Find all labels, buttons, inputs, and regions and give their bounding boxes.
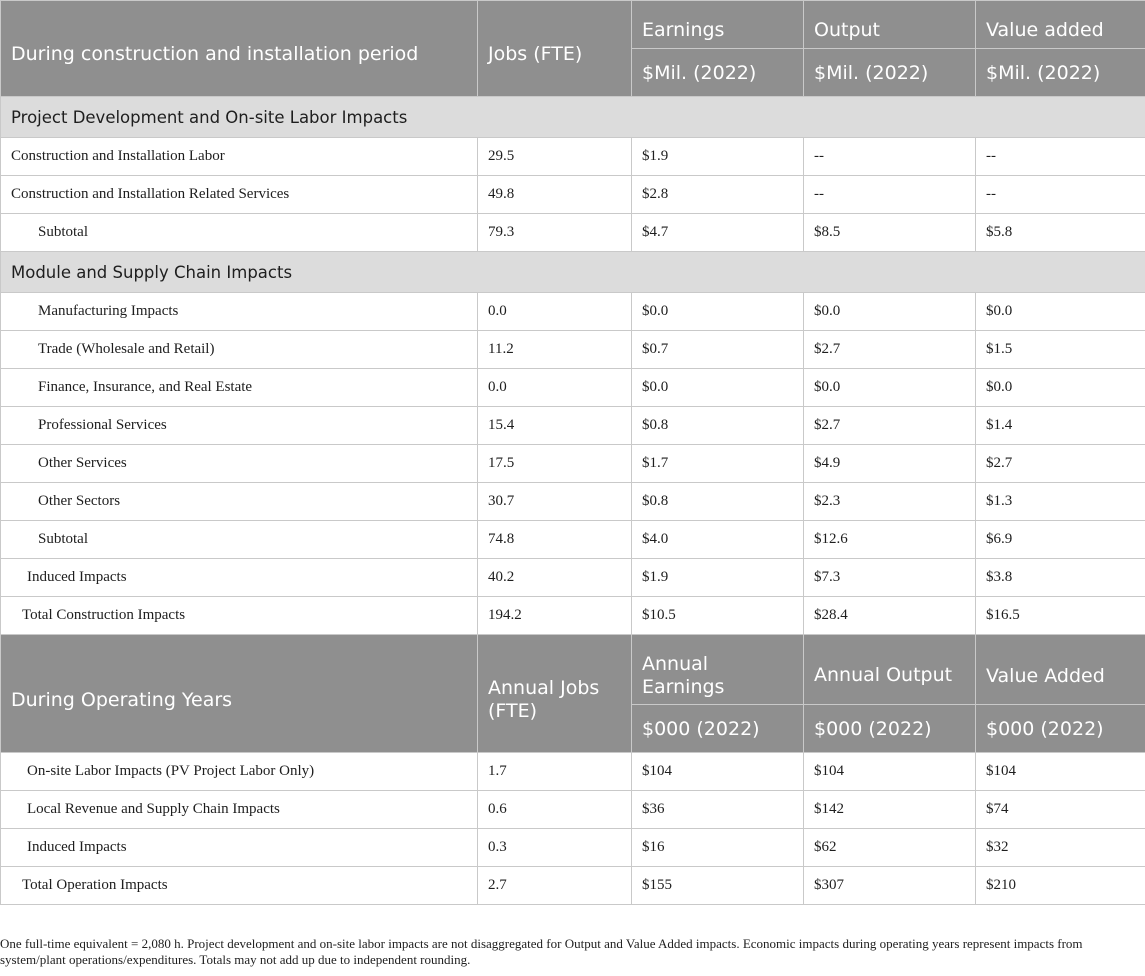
cell-output: $7.3: [804, 559, 976, 597]
section-row-module: [1, 252, 1145, 293]
row-label: Subtotal: [1, 521, 478, 559]
row-label: Local Revenue and Supply Chain Impacts: [1, 791, 478, 829]
cell-value-added: $1.4: [976, 407, 1145, 445]
header-annual-earnings: Annual Earnings: [632, 635, 804, 705]
cell-value-added: $0.0: [976, 293, 1145, 331]
cell-output: $2.7: [804, 331, 976, 369]
cell-earnings: $104: [632, 753, 804, 791]
header-annual-jobs: Annual Jobs (FTE): [478, 635, 632, 753]
row-label: Trade (Wholesale and Retail): [1, 331, 478, 369]
cell-value-added: $104: [976, 753, 1145, 791]
construction-header-row: [1, 1, 1145, 49]
row-label: Induced Impacts: [1, 559, 478, 597]
cell-output: $0.0: [804, 293, 976, 331]
unit-annual-earnings: $000 (2022): [632, 705, 804, 753]
cell-jobs: 49.8: [478, 176, 632, 214]
table-row: [1, 559, 1145, 597]
cell-earnings: $0.8: [632, 407, 804, 445]
table-row: [1, 829, 1145, 867]
cell-output: --: [804, 176, 976, 214]
row-label: Manufacturing Impacts: [1, 293, 478, 331]
cell-jobs: 79.3: [478, 214, 632, 252]
cell-value-added: --: [976, 176, 1145, 214]
header-earnings: Earnings: [632, 1, 804, 49]
table-row: [1, 753, 1145, 791]
cell-output: $28.4: [804, 597, 976, 635]
cell-output: $104: [804, 753, 976, 791]
cell-jobs: 40.2: [478, 559, 632, 597]
row-label: Construction and Installation Related Services: [1, 176, 478, 214]
table-row: [1, 331, 1145, 369]
cell-jobs: 0.6: [478, 791, 632, 829]
row-label: Other Services: [1, 445, 478, 483]
table-row: [1, 214, 1145, 252]
table-row: [1, 293, 1145, 331]
table-row: [1, 138, 1145, 176]
header-value-added-op: Value Added: [976, 635, 1145, 705]
cell-output: $0.0: [804, 369, 976, 407]
section-row-project: [1, 97, 1145, 138]
cell-value-added: $0.0: [976, 369, 1145, 407]
cell-value-added: $210: [976, 867, 1145, 905]
cell-output: --: [804, 138, 976, 176]
cell-jobs: 2.7: [478, 867, 632, 905]
cell-value-added: $2.7: [976, 445, 1145, 483]
unit-output: $Mil. (2022): [804, 49, 976, 97]
cell-earnings: $0.0: [632, 369, 804, 407]
row-label: Finance, Insurance, and Real Estate: [1, 369, 478, 407]
row-label: Induced Impacts: [1, 829, 478, 867]
row-label: Professional Services: [1, 407, 478, 445]
cell-earnings: $16: [632, 829, 804, 867]
cell-jobs: 15.4: [478, 407, 632, 445]
cell-output: $2.7: [804, 407, 976, 445]
cell-jobs: 194.2: [478, 597, 632, 635]
row-label: Total Operation Impacts: [1, 867, 478, 905]
cell-jobs: 17.5: [478, 445, 632, 483]
unit-value-added-op: $000 (2022): [976, 705, 1145, 753]
row-label: Total Construction Impacts: [1, 597, 478, 635]
section-label: Project Development and On-site Labor Impacts: [1, 97, 1145, 138]
unit-annual-output: $000 (2022): [804, 705, 976, 753]
table-row: [1, 445, 1145, 483]
header-jobs: Jobs (FTE): [478, 1, 632, 97]
table-row: [1, 483, 1145, 521]
cell-earnings: $2.8: [632, 176, 804, 214]
table-row: [1, 407, 1145, 445]
cell-earnings: $0.7: [632, 331, 804, 369]
cell-earnings: $4.0: [632, 521, 804, 559]
cell-output: $307: [804, 867, 976, 905]
cell-jobs: 74.8: [478, 521, 632, 559]
cell-earnings: $0.8: [632, 483, 804, 521]
cell-output: $12.6: [804, 521, 976, 559]
section-label: Module and Supply Chain Impacts: [1, 252, 1145, 293]
cell-earnings: $155: [632, 867, 804, 905]
table-row: [1, 867, 1145, 905]
cell-jobs: 0.3: [478, 829, 632, 867]
cell-value-added: $32: [976, 829, 1145, 867]
cell-jobs: 0.0: [478, 369, 632, 407]
header-output: Output: [804, 1, 976, 49]
cell-jobs: 30.7: [478, 483, 632, 521]
cell-value-added: $5.8: [976, 214, 1145, 252]
unit-value-added: $Mil. (2022): [976, 49, 1145, 97]
cell-earnings: $1.7: [632, 445, 804, 483]
row-label: Other Sectors: [1, 483, 478, 521]
table-row: [1, 176, 1145, 214]
cell-jobs: 11.2: [478, 331, 632, 369]
cell-output: $4.9: [804, 445, 976, 483]
cell-output: $62: [804, 829, 976, 867]
cell-output: $8.5: [804, 214, 976, 252]
cell-earnings: $4.7: [632, 214, 804, 252]
table-row: [1, 791, 1145, 829]
cell-value-added: --: [976, 138, 1145, 176]
cell-earnings: $36: [632, 791, 804, 829]
header-annual-output: Annual Output: [804, 635, 976, 705]
cell-value-added: $3.8: [976, 559, 1145, 597]
cell-earnings: $1.9: [632, 559, 804, 597]
header-value-added: Value added: [976, 1, 1145, 49]
operating-header-title: During Operating Years: [1, 635, 478, 753]
cell-jobs: 29.5: [478, 138, 632, 176]
cell-value-added: $1.5: [976, 331, 1145, 369]
cell-value-added: $16.5: [976, 597, 1145, 635]
construction-header-title: During construction and installation period: [1, 1, 478, 97]
cell-earnings: $1.9: [632, 138, 804, 176]
cell-value-added: $1.3: [976, 483, 1145, 521]
cell-output: $2.3: [804, 483, 976, 521]
row-label: Construction and Installation Labor: [1, 138, 478, 176]
row-label: On-site Labor Impacts (PV Project Labor Only): [1, 753, 478, 791]
unit-earnings: $Mil. (2022): [632, 49, 804, 97]
cell-jobs: 0.0: [478, 293, 632, 331]
cell-value-added: $6.9: [976, 521, 1145, 559]
cell-jobs: 1.7: [478, 753, 632, 791]
cell-earnings: $10.5: [632, 597, 804, 635]
table-row: [1, 369, 1145, 407]
operating-header-row: [1, 635, 1145, 705]
cell-earnings: $0.0: [632, 293, 804, 331]
cell-output: $142: [804, 791, 976, 829]
table-footnote: One full-time equivalent = 2,080 h. Project development and on-site labor impacts are not disaggregated for Output and Value Added impacts. Economic impacts during operating years represent impacts from system/plant operations/expenditures. Totals may not add up due to independent rounding.: [0, 936, 1083, 967]
row-label: Subtotal: [1, 214, 478, 252]
cell-value-added: $74: [976, 791, 1145, 829]
table-row: [1, 597, 1145, 635]
table-row: [1, 521, 1145, 559]
